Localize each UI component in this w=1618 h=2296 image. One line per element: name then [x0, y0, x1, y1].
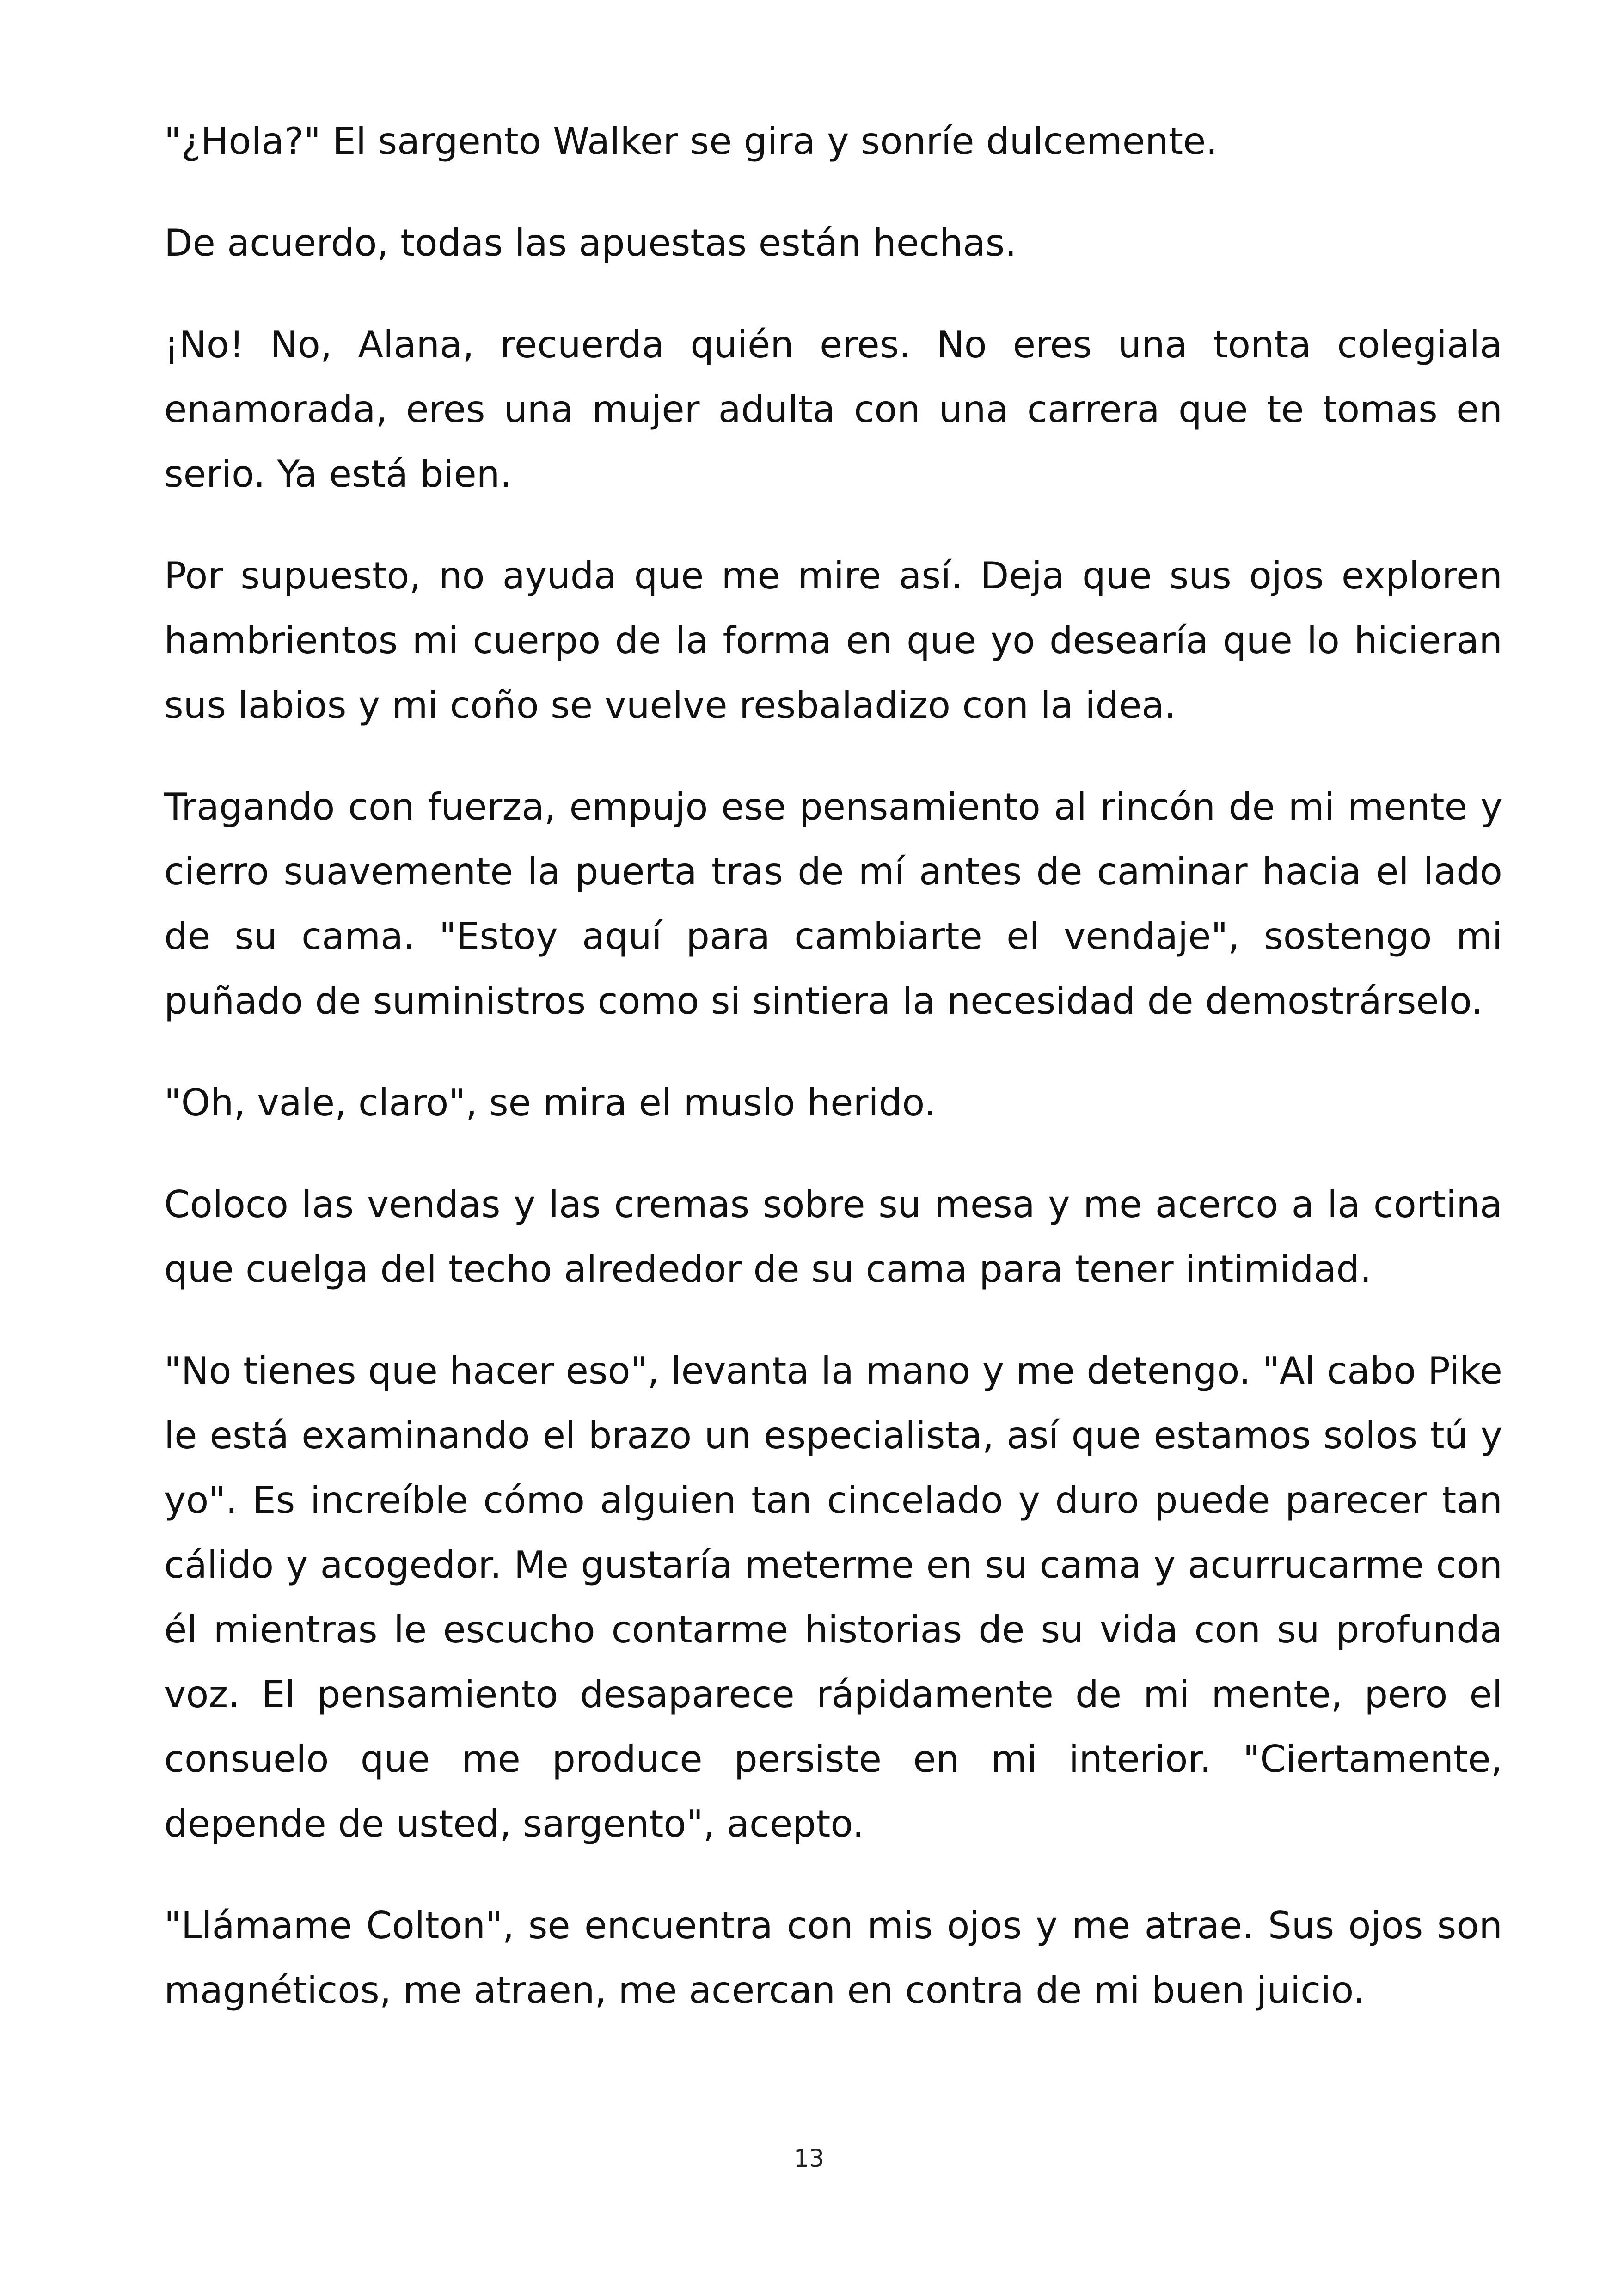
paragraph-1: "¿Hola?" El sargento Walker se gira y sonríe dulcemente.: [164, 120, 1218, 163]
paragraph-8: "No tienes que hacer eso", levanta la mano y me detengo. "Al cabo Pike le está examinando el brazo un especialista, así que estamos solos tú y yo". Es increíble cómo alguien tan cincelado y duro puede parecer tan cálido y acogedor. Me gustaría meterme en su cama y acurrucarme con él mientras le escucho contarme historias de su vida con su profunda voz. El pensamiento desaparece rápidamente de mi mente, pero el consuelo que me produce persiste en mi interior. "Ciertamente, depende de usted, sargento", acepto.: [164, 1349, 1502, 1845]
body-text: [164, 109, 1502, 2060]
paragraph-9: "Llámame Colton", se encuentra con mis ojos y me atrae. Sus ojos son magnéticos, me atraen, me acercan en contra de mi buen juicio.: [164, 1904, 1502, 2012]
paragraph-2: De acuerdo, todas las apuestas están hechas.: [164, 221, 1017, 264]
paragraph-3: ¡No! No, Alana, recuerda quién eres. No eres una tonta colegiala enamorada, eres una mujer adulta con una carrera que te tomas en serio. Ya está bien.: [164, 323, 1502, 496]
paragraph-5: Tragando con fuerza, empujo ese pensamiento al rincón de mi mente y cierro suavemente la puerta tras de mí antes de caminar hacia el lado de su cama. "Estoy aquí para cambiarte el vendaje", sostengo mi puñado de suministros como si sintiera la necesidad de demostrárselo.: [164, 785, 1502, 1022]
paragraph-6: "Oh, vale, claro", se mira el muslo herido.: [164, 1081, 936, 1124]
paragraph-7: Coloco las vendas y las cremas sobre su mesa y me acerco a la cortina que cuelga del techo alrededor de su cama para tener intimidad.: [164, 1183, 1502, 1291]
paragraph-4: Por supuesto, no ayuda que me mire así. Deja que sus ojos exploren hambrientos mi cuerpo de la forma en que yo desearía que lo hicieran sus labios y mi coño se vuelve resbaladizo con la idea.: [164, 554, 1502, 727]
page-number: 13: [793, 2145, 825, 2173]
